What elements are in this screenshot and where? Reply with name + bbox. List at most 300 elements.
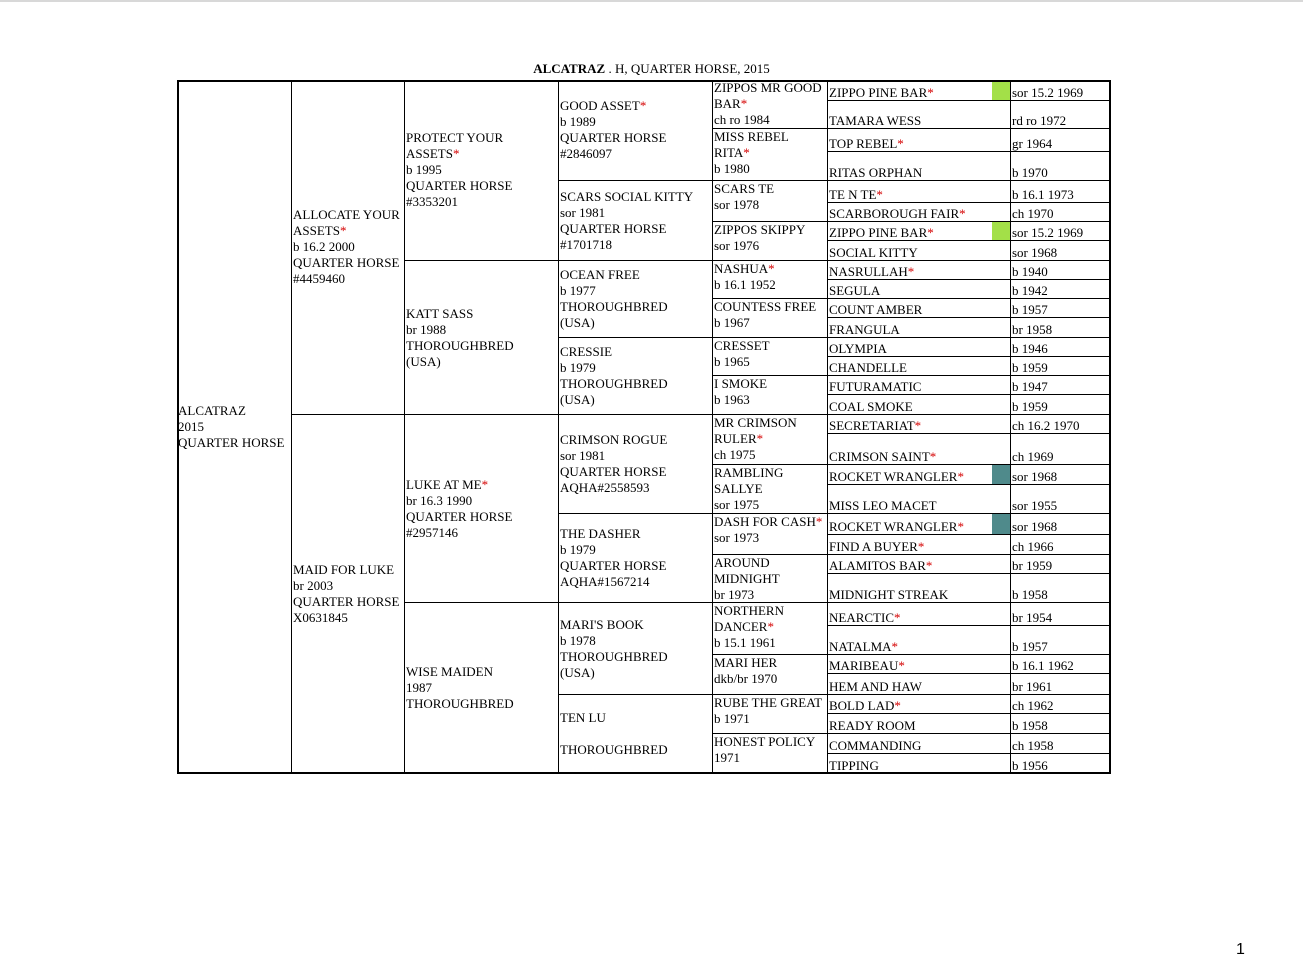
gen5-info-cell bbox=[1011, 222, 1111, 241]
registration-star: * bbox=[452, 146, 460, 161]
horse-name-text: KATT SASS bbox=[406, 305, 474, 321]
horse-info-line: THOROUGHBRED bbox=[406, 337, 514, 353]
horse-info-line: ch 1966 bbox=[1012, 539, 1054, 554]
gen5-info-cell bbox=[1011, 181, 1111, 203]
gen5-name-cell bbox=[828, 603, 1011, 626]
horse-name bbox=[714, 431, 827, 447]
registration-star: * bbox=[929, 449, 937, 464]
gen5-name-cell bbox=[828, 129, 1011, 152]
horse-name bbox=[829, 86, 934, 100]
gen4-horse-cell bbox=[713, 261, 828, 299]
horse-name-text: FUTURAMATIC bbox=[829, 379, 922, 394]
color-swatch bbox=[992, 465, 1010, 484]
subject-info: 2015 bbox=[178, 418, 204, 434]
horse-info-line: #3353201 bbox=[406, 194, 458, 209]
cell-text bbox=[406, 306, 514, 370]
horse-name-text: HEM AND HAW bbox=[829, 679, 922, 694]
horse-name bbox=[829, 699, 901, 713]
cell-text bbox=[406, 477, 512, 541]
horse-name-text: RULER bbox=[714, 431, 757, 446]
registration-star: * bbox=[957, 469, 964, 484]
gen5-name-cell bbox=[828, 514, 1011, 535]
gen5-name-cell bbox=[828, 376, 1011, 395]
registration-star: * bbox=[894, 610, 901, 625]
horse-name-text: FRANGULA bbox=[829, 322, 900, 337]
horse-info-line: b 1980 bbox=[714, 161, 750, 176]
horse-name-text: GOOD ASSET bbox=[560, 98, 640, 113]
registration-star: * bbox=[743, 145, 750, 160]
horse-info-line: br 2003 bbox=[293, 578, 334, 593]
horse-name bbox=[829, 559, 932, 573]
gen4-horse-cell bbox=[713, 555, 828, 603]
horse-info-line: QUARTER HORSE bbox=[406, 508, 513, 524]
horse-name-text: OLYMPIA bbox=[829, 341, 887, 356]
registration-star: * bbox=[925, 558, 933, 573]
horse-name bbox=[714, 555, 827, 571]
horse-name bbox=[714, 338, 827, 354]
horse-name bbox=[829, 588, 948, 602]
horse-name bbox=[829, 226, 934, 240]
horse-info-line: b 1995 bbox=[406, 162, 442, 177]
pedigree-chart bbox=[177, 80, 1111, 774]
cell-text bbox=[560, 617, 668, 681]
registration-star: * bbox=[481, 476, 489, 492]
horse-name bbox=[560, 189, 693, 204]
horse-name-text: RITAS ORPHAN bbox=[829, 165, 923, 180]
gen5-name-cell bbox=[828, 626, 1011, 655]
horse-name-text: NASHUA bbox=[714, 261, 769, 276]
gen5-info-cell bbox=[1011, 338, 1111, 357]
horse-name bbox=[714, 514, 827, 530]
horse-info-line: (USA) bbox=[560, 392, 595, 407]
horse-name-text: MISS LEO MACET bbox=[829, 498, 937, 513]
horse-info-line: THOROUGHBRED bbox=[560, 742, 668, 757]
cell-content bbox=[560, 181, 712, 260]
cell-text bbox=[714, 129, 827, 177]
cell-content bbox=[406, 80, 558, 260]
horse-name bbox=[406, 664, 493, 679]
horse-info-line: THOROUGHBRED bbox=[560, 648, 668, 664]
cell-text bbox=[560, 189, 693, 253]
cell-text bbox=[714, 655, 827, 687]
horse-info-line: ch 1970 bbox=[1012, 206, 1054, 221]
horse-name-text: OCEAN FREE bbox=[560, 267, 640, 282]
gen5-info-cell bbox=[1011, 357, 1111, 376]
cell-text bbox=[178, 403, 284, 451]
horse-name bbox=[829, 450, 936, 464]
horse-name bbox=[829, 166, 922, 180]
horse-name bbox=[829, 323, 900, 337]
horse-name bbox=[829, 380, 921, 394]
horse-info-line: b 15.1 1961 bbox=[714, 635, 776, 650]
cell-text bbox=[714, 734, 827, 766]
horse-info-line: QUARTER HORSE bbox=[560, 220, 667, 236]
cell-text bbox=[714, 338, 827, 370]
gen5-name-cell bbox=[828, 485, 1011, 514]
horse-info-line: b 1957 bbox=[1012, 302, 1048, 317]
horse-info-line: sor 1975 bbox=[714, 497, 760, 512]
gen4-horse-cell bbox=[713, 299, 828, 338]
gen5-name-cell bbox=[828, 415, 1011, 434]
gen1-horse-cell bbox=[292, 80, 405, 415]
horse-name bbox=[560, 98, 646, 113]
gen5-info-cell bbox=[1011, 485, 1111, 514]
cell-content bbox=[293, 80, 404, 414]
horse-name-text: SALLYE bbox=[714, 481, 763, 496]
horse-name-text: THE DASHER bbox=[560, 526, 641, 541]
horse-name bbox=[714, 222, 827, 238]
horse-name-text: SOCIAL KITTY bbox=[829, 245, 918, 260]
horse-name bbox=[406, 130, 503, 161]
horse-name bbox=[829, 499, 937, 513]
horse-name bbox=[829, 520, 964, 534]
page-number: 1 bbox=[1236, 941, 1245, 958]
gen5-info-cell bbox=[1011, 101, 1111, 129]
horse-name-text: BOLD LAD bbox=[829, 698, 895, 713]
horse-name bbox=[829, 246, 918, 260]
horse-info-line: br 1961 bbox=[1012, 679, 1053, 694]
horse-info-line: b 1977 bbox=[560, 283, 596, 298]
registration-star: * bbox=[740, 96, 748, 111]
horse-info-line: b 1940 bbox=[1012, 264, 1048, 279]
gen4-horse-cell bbox=[713, 129, 828, 181]
horse-name bbox=[829, 759, 879, 773]
gen3-horse-cell bbox=[559, 80, 713, 181]
horse-name bbox=[714, 734, 827, 750]
horse-name bbox=[714, 261, 827, 277]
horse-name bbox=[829, 640, 898, 654]
horse-name-text: I SMOKE bbox=[714, 376, 768, 391]
horse-name-text: ZIPPO PINE BAR bbox=[829, 85, 928, 100]
gen5-name-cell bbox=[828, 203, 1011, 222]
gen5-name-cell bbox=[828, 695, 1011, 714]
horse-name bbox=[560, 267, 640, 282]
horse-name-text: WISE MAIDEN bbox=[406, 664, 494, 679]
horse-name bbox=[560, 710, 606, 725]
gen3-horse-cell bbox=[559, 415, 713, 514]
subject-info: QUARTER HORSE bbox=[178, 434, 285, 450]
cell-content bbox=[560, 80, 712, 180]
gen4-horse-cell bbox=[713, 415, 828, 465]
gen5-name-cell bbox=[828, 465, 1011, 485]
horse-info-line: b 1946 bbox=[1012, 341, 1048, 356]
registration-star: * bbox=[957, 519, 964, 534]
horse-info-line: AQHA#1567214 bbox=[560, 574, 650, 589]
gen5-info-cell bbox=[1011, 395, 1111, 415]
horse-info-line: sor 1978 bbox=[714, 197, 760, 212]
horse-name-text: RITA bbox=[714, 145, 744, 160]
horse-name bbox=[714, 571, 827, 587]
horse-name bbox=[714, 603, 827, 619]
registration-star: * bbox=[756, 431, 764, 446]
gen2-horse-cell bbox=[405, 415, 559, 603]
cell-text bbox=[714, 415, 827, 463]
horse-info-line: QUARTER HORSE bbox=[560, 130, 667, 145]
horse-name-text: TIPPING bbox=[829, 758, 879, 773]
horse-name-text: SCARS SOCIAL KITTY bbox=[560, 188, 694, 204]
gen3-horse-cell bbox=[559, 338, 713, 415]
horse-info-line: sor 1973 bbox=[714, 530, 760, 545]
gen4-horse-cell bbox=[713, 222, 828, 261]
gen5-info-cell bbox=[1011, 80, 1111, 101]
horse-name bbox=[829, 361, 907, 375]
gen5-info-cell bbox=[1011, 203, 1111, 222]
cell-text bbox=[293, 207, 404, 287]
horse-info-line: b 1959 bbox=[1012, 360, 1048, 375]
gen5-info-cell bbox=[1011, 299, 1111, 318]
horse-info-line: b 1971 bbox=[714, 711, 750, 726]
gen4-horse-cell bbox=[713, 603, 828, 655]
horse-name-text: MIDNIGHT bbox=[714, 571, 780, 586]
horse-info-line: br 16.3 1990 bbox=[406, 492, 473, 508]
horse-name bbox=[560, 617, 644, 632]
horse-name-text: TE N TE bbox=[829, 187, 877, 202]
horse-info-line: THOROUGHBRED bbox=[560, 376, 668, 391]
horse-name bbox=[829, 719, 916, 733]
horse-name bbox=[714, 299, 827, 315]
horse-name bbox=[560, 526, 641, 541]
registration-star: * bbox=[894, 698, 901, 713]
cell-content bbox=[560, 338, 712, 414]
gen5-info-cell bbox=[1011, 603, 1111, 626]
registration-star: * bbox=[959, 206, 966, 221]
horse-info-line: b 1978 bbox=[560, 632, 596, 648]
gen1-horse-cell bbox=[292, 415, 405, 774]
horse-name-text: NASRULLAH bbox=[829, 264, 908, 279]
registration-star: * bbox=[897, 136, 904, 151]
horse-name-text: ROCKET WRANGLER bbox=[829, 519, 958, 534]
horse-info-line: QUARTER HORSE bbox=[560, 464, 667, 479]
cell-content bbox=[560, 603, 712, 694]
horse-name bbox=[714, 465, 827, 481]
gen5-info-cell bbox=[1011, 318, 1111, 338]
horse-name-text: RAMBLING bbox=[714, 465, 784, 480]
horse-name-text: MARIBEAU bbox=[829, 658, 899, 673]
gen3-horse-cell bbox=[559, 261, 713, 338]
horse-name bbox=[829, 114, 921, 128]
horse-info-line: ch 16.2 1970 bbox=[1012, 418, 1080, 433]
horse-name bbox=[714, 96, 827, 112]
horse-name-text: CRESSET bbox=[714, 338, 770, 353]
horse-info-line: 1971 bbox=[714, 750, 740, 765]
horse-name-text: CRIMSON ROGUE bbox=[560, 432, 668, 447]
horse-info-line: QUARTER HORSE bbox=[406, 178, 513, 193]
gen5-name-cell bbox=[828, 101, 1011, 129]
horse-info-line: QUARTER HORSE bbox=[293, 594, 400, 609]
horse-name-text: TAMARA WESS bbox=[829, 113, 922, 128]
horse-name bbox=[714, 80, 827, 96]
horse-name bbox=[829, 284, 880, 298]
horse-info-line: sor 1981 bbox=[560, 204, 606, 220]
horse-info-line: b 1979 bbox=[560, 360, 596, 375]
horse-name bbox=[829, 659, 905, 673]
gen4-horse-cell bbox=[713, 338, 828, 376]
gen5-info-cell bbox=[1011, 465, 1111, 485]
gen5-name-cell bbox=[828, 318, 1011, 338]
gen2-horse-cell bbox=[405, 603, 559, 774]
horse-name-text: SCARS TE bbox=[714, 181, 775, 196]
horse-name bbox=[829, 188, 883, 202]
cell-content bbox=[178, 80, 291, 773]
horse-info-line: (USA) bbox=[560, 664, 595, 680]
horse-info-line: QUARTER HORSE bbox=[293, 255, 400, 270]
cell-content bbox=[560, 415, 712, 513]
gen4-horse-cell bbox=[713, 80, 828, 129]
cell-content bbox=[406, 603, 558, 773]
color-swatch bbox=[992, 514, 1010, 534]
cell-content bbox=[560, 514, 712, 602]
color-swatch bbox=[992, 222, 1010, 240]
gen5-info-cell bbox=[1011, 714, 1111, 734]
horse-info-line: br 1954 bbox=[1012, 610, 1053, 625]
gen5-name-cell bbox=[828, 80, 1011, 101]
horse-name bbox=[293, 562, 394, 577]
cell-text bbox=[714, 376, 827, 408]
horse-name bbox=[714, 619, 827, 635]
horse-name-text: COUNT AMBER bbox=[829, 302, 923, 317]
horse-name bbox=[829, 303, 922, 317]
gen5-info-cell bbox=[1011, 152, 1111, 181]
gen5-info-cell bbox=[1011, 376, 1111, 395]
horse-name bbox=[714, 129, 827, 145]
title-details: . H, QUARTER HORSE, 2015 bbox=[605, 61, 770, 76]
horse-name-text: DANCER bbox=[714, 619, 768, 634]
gen5-info-cell bbox=[1011, 626, 1111, 655]
horse-name-text: ZIPPOS MR GOOD bbox=[714, 80, 822, 95]
cell-content bbox=[293, 415, 404, 773]
gen5-info-cell bbox=[1011, 754, 1111, 774]
horse-name bbox=[560, 344, 612, 359]
horse-name-text: CRIMSON SAINT bbox=[829, 449, 930, 464]
horse-name bbox=[714, 695, 827, 711]
gen5-name-cell bbox=[828, 434, 1011, 465]
horse-name bbox=[829, 739, 921, 753]
cell-text bbox=[560, 98, 666, 162]
registration-star: * bbox=[767, 619, 774, 634]
horse-name-text: LUKE AT ME bbox=[406, 476, 482, 492]
registration-star: * bbox=[639, 98, 647, 113]
gen3-horse-cell bbox=[559, 603, 713, 695]
registration-star: * bbox=[927, 225, 934, 240]
horse-name bbox=[829, 137, 904, 151]
horse-info-line: #2846097 bbox=[560, 146, 612, 161]
horse-info-line: THOROUGHBRED bbox=[560, 299, 668, 314]
gen5-info-cell bbox=[1011, 241, 1111, 261]
registration-star: * bbox=[876, 187, 883, 202]
gen5-info-cell bbox=[1011, 535, 1111, 555]
horse-name bbox=[714, 655, 827, 671]
gen5-info-cell bbox=[1011, 574, 1111, 603]
horse-name bbox=[406, 306, 473, 321]
gen5-name-cell bbox=[828, 655, 1011, 674]
horse-name bbox=[714, 145, 827, 161]
gen4-horse-cell bbox=[713, 376, 828, 415]
gen5-name-cell bbox=[828, 338, 1011, 357]
gen4-horse-cell bbox=[713, 465, 828, 514]
page-title bbox=[0, 61, 1303, 77]
gen5-info-cell bbox=[1011, 555, 1111, 574]
cell-text bbox=[714, 603, 827, 651]
horse-info-line: sor 15.2 1969 bbox=[1012, 225, 1084, 240]
registration-star: * bbox=[339, 223, 347, 238]
horse-info-line: rd ro 1972 bbox=[1012, 113, 1067, 128]
horse-name-text: AROUND bbox=[714, 555, 770, 570]
subject-cell bbox=[177, 80, 292, 774]
horse-info-line: 1987 bbox=[406, 680, 432, 695]
cell-text bbox=[714, 514, 827, 546]
gen5-info-cell bbox=[1011, 129, 1111, 152]
horse-info-line: b 1963 bbox=[714, 392, 750, 407]
horse-info-line: sor 1955 bbox=[1012, 498, 1058, 513]
gen4-horse-cell bbox=[713, 181, 828, 222]
horse-name-text: FIND A BUYER bbox=[829, 539, 918, 554]
horse-name bbox=[829, 611, 901, 625]
horse-name-text: COMMANDING bbox=[829, 738, 922, 753]
horse-info-line: ch 1975 bbox=[714, 447, 756, 462]
cell-text bbox=[714, 465, 827, 513]
horse-name bbox=[714, 481, 827, 497]
registration-star: * bbox=[898, 658, 905, 673]
cell-text bbox=[560, 267, 668, 331]
horse-name bbox=[406, 477, 488, 492]
gen5-name-cell bbox=[828, 674, 1011, 695]
horse-info-line: ch 1958 bbox=[1012, 738, 1054, 753]
horse-info-line: b 16.1 1952 bbox=[714, 277, 776, 292]
horse-name-text: TEN LU bbox=[560, 710, 606, 725]
gen5-name-cell bbox=[828, 280, 1011, 299]
registration-star: * bbox=[768, 261, 775, 276]
horse-name-text: RUBE THE GREAT bbox=[714, 695, 823, 710]
horse-info-line: THOROUGHBRED bbox=[406, 696, 514, 711]
cell-content bbox=[560, 261, 712, 337]
horse-name-text: ZIPPOS SKIPPY bbox=[714, 222, 806, 237]
horse-info-line: AQHA#2558593 bbox=[560, 480, 650, 495]
gen5-name-cell bbox=[828, 395, 1011, 415]
cell-text bbox=[714, 695, 827, 727]
cell-text bbox=[714, 299, 827, 331]
horse-name-text: MAID FOR LUKE bbox=[293, 562, 395, 577]
horse-info-line: sor 1976 bbox=[714, 238, 760, 253]
cell-text bbox=[714, 181, 827, 213]
horse-name-text: READY ROOM bbox=[829, 718, 916, 733]
horse-name-text: SECRETARIAT bbox=[829, 418, 915, 433]
subject-name: ALCATRAZ bbox=[178, 402, 246, 418]
cell-text bbox=[293, 562, 399, 626]
gen2-horse-cell bbox=[405, 80, 559, 261]
gen4-horse-cell bbox=[713, 695, 828, 734]
gen5-name-cell bbox=[828, 754, 1011, 774]
horse-info-line: br 1988 bbox=[406, 321, 447, 337]
horse-info-line: br 1958 bbox=[1012, 322, 1053, 337]
horse-info-line bbox=[560, 726, 668, 742]
horse-info-line: sor 1981 bbox=[560, 448, 606, 463]
gen5-name-cell bbox=[828, 357, 1011, 376]
gen5-name-cell bbox=[828, 152, 1011, 181]
horse-name-text: COUNTESS FREE bbox=[714, 299, 817, 314]
horse-name-text: HONEST POLICY bbox=[714, 734, 816, 749]
color-swatch bbox=[992, 80, 1010, 100]
horse-name-text: ZIPPO PINE BAR bbox=[829, 225, 928, 240]
horse-name bbox=[293, 207, 400, 238]
horse-info-line: b 1958 bbox=[1012, 718, 1048, 733]
horse-name-text: CRESSIE bbox=[560, 344, 613, 359]
cell-text bbox=[714, 80, 827, 128]
horse-name-text: NORTHERN bbox=[714, 603, 784, 618]
gen5-name-cell bbox=[828, 555, 1011, 574]
horse-name-text: DASH FOR CASH bbox=[714, 514, 816, 529]
horse-info-line: b 16.1 1962 bbox=[1012, 658, 1074, 673]
cell-content bbox=[560, 695, 712, 773]
